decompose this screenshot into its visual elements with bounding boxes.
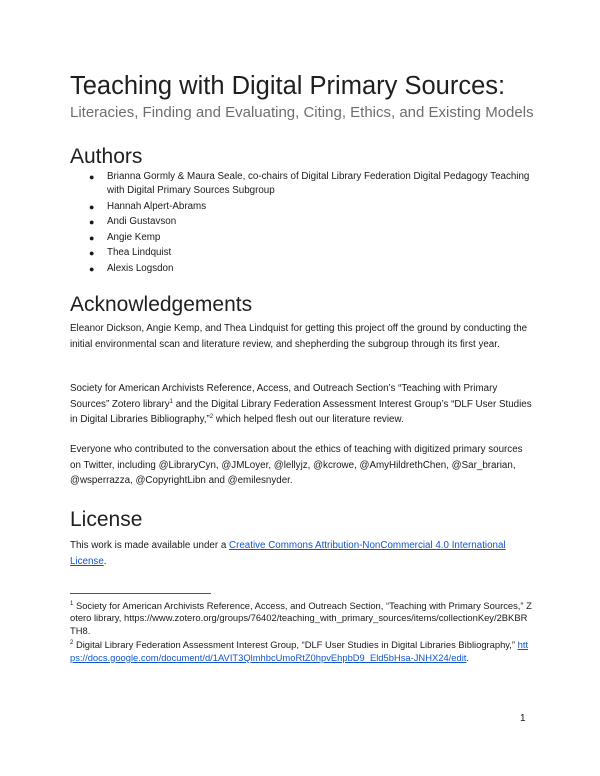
footnote-ref-2[interactable]: 2 [209, 414, 214, 420]
acknowledgements-paragraph-2 [70, 381, 532, 428]
author-name: Andi Gustavson [107, 216, 177, 227]
author-item [70, 246, 530, 260]
footnote-2 [70, 639, 532, 664]
acknowledgements-paragraph-1: Eleanor Dickson, Angie Kemp, and Thea Lindquist for getting this project off the ground by conducting the initial environmental scan and literature review, and shepherding the subgroup through its first year. [70, 323, 528, 350]
footnote-ref-1[interactable]: 1 [169, 398, 173, 405]
footnote-1 [70, 600, 532, 637]
paragraph-text: and the Digital Library Federation Assessment Interest Group’s “DLF User Studies in Digital Libraries Bibliography,” [70, 398, 532, 425]
bullet-icon: ● [89, 217, 95, 227]
bullet-icon: ● [89, 248, 95, 258]
document-subtitle: Literacies, Finding and Evaluating, Citing, Ethics, and Existing Models [70, 104, 534, 121]
author-item [70, 170, 530, 198]
paragraph-text: which helped flesh out our literature review. [213, 414, 404, 425]
footnote-text: Digital Library Federation Assessment Interest Group, “DLF User Studies in Digital Libraries Bibliography,” [73, 639, 518, 651]
bullet-icon: ● [89, 201, 95, 212]
acknowledgements-paragraph-3: Everyone who contributed to the conversation about the ethics of teaching with digitized primary sources on Twitter, including @LibraryCyn, @JMLoyer, @lellyjz, @kcrowe, @AmyHildrethChen, @Sar_brarian, @wsperrazza, @CopyrightLibn and @emilesnyder. [70, 444, 523, 486]
document-title: Teaching with Digital Primary Sources: [70, 72, 506, 100]
bullet-icon: ● [89, 232, 95, 243]
author-name: Brianna Gormly & Maura Seale, co-chairs of Digital Library Federation Digital Pedagogy Teaching with Digital Primary Sources Subgroup [107, 171, 530, 196]
license-paragraph [70, 538, 532, 569]
author-item [70, 215, 530, 229]
license-text: This work is made available under a [70, 540, 230, 551]
footnote-number: 1 [70, 601, 74, 607]
footnote-text-end: . [466, 651, 469, 663]
author-item [70, 200, 530, 214]
author-name: Thea Lindquist [107, 247, 172, 258]
authors-list [70, 170, 530, 277]
footnote-number: 2 [70, 640, 74, 647]
license-heading: License [70, 508, 143, 531]
author-name: Angie Kemp [107, 231, 161, 243]
author-item [70, 231, 530, 245]
paragraph-text: Society for American Archivists Reference, Access, and Outreach Section’s “Teaching with Primary Sources” Zotero library [70, 383, 498, 410]
author-name: Alexis Logsdon [107, 262, 174, 274]
author-item [70, 262, 530, 276]
license-link[interactable]: Creative Commons Attribution-NonCommercial 4.0 International License [70, 540, 506, 567]
authors-heading: Authors [70, 145, 143, 168]
acknowledgements-heading: Acknowledgements [70, 293, 253, 316]
license-text-end: . [103, 555, 107, 567]
bullet-icon: ● [89, 172, 95, 182]
page-number: 1 [520, 713, 526, 724]
footnote-divider [70, 593, 211, 594]
author-name: Hannah Alpert-Abrams [107, 200, 207, 212]
footnote-2-link[interactable]: https://docs.google.com/document/d/1AVIT3QlmhbcUmoRtZ0hpvEhpbD9_Eld5bHsa-JNHX24/edit [70, 639, 529, 663]
footnotes [70, 600, 532, 664]
bullet-icon: ● [89, 263, 95, 274]
footnote-text: Society for American Archivists Reference, Access, and Outreach Section, “Teaching with Primary Sources,” Zotero library, https://www.zotero.org/groups/76402/teaching_with_primary_sources/items/collectionKey/2BKBRTH8. [70, 600, 532, 636]
